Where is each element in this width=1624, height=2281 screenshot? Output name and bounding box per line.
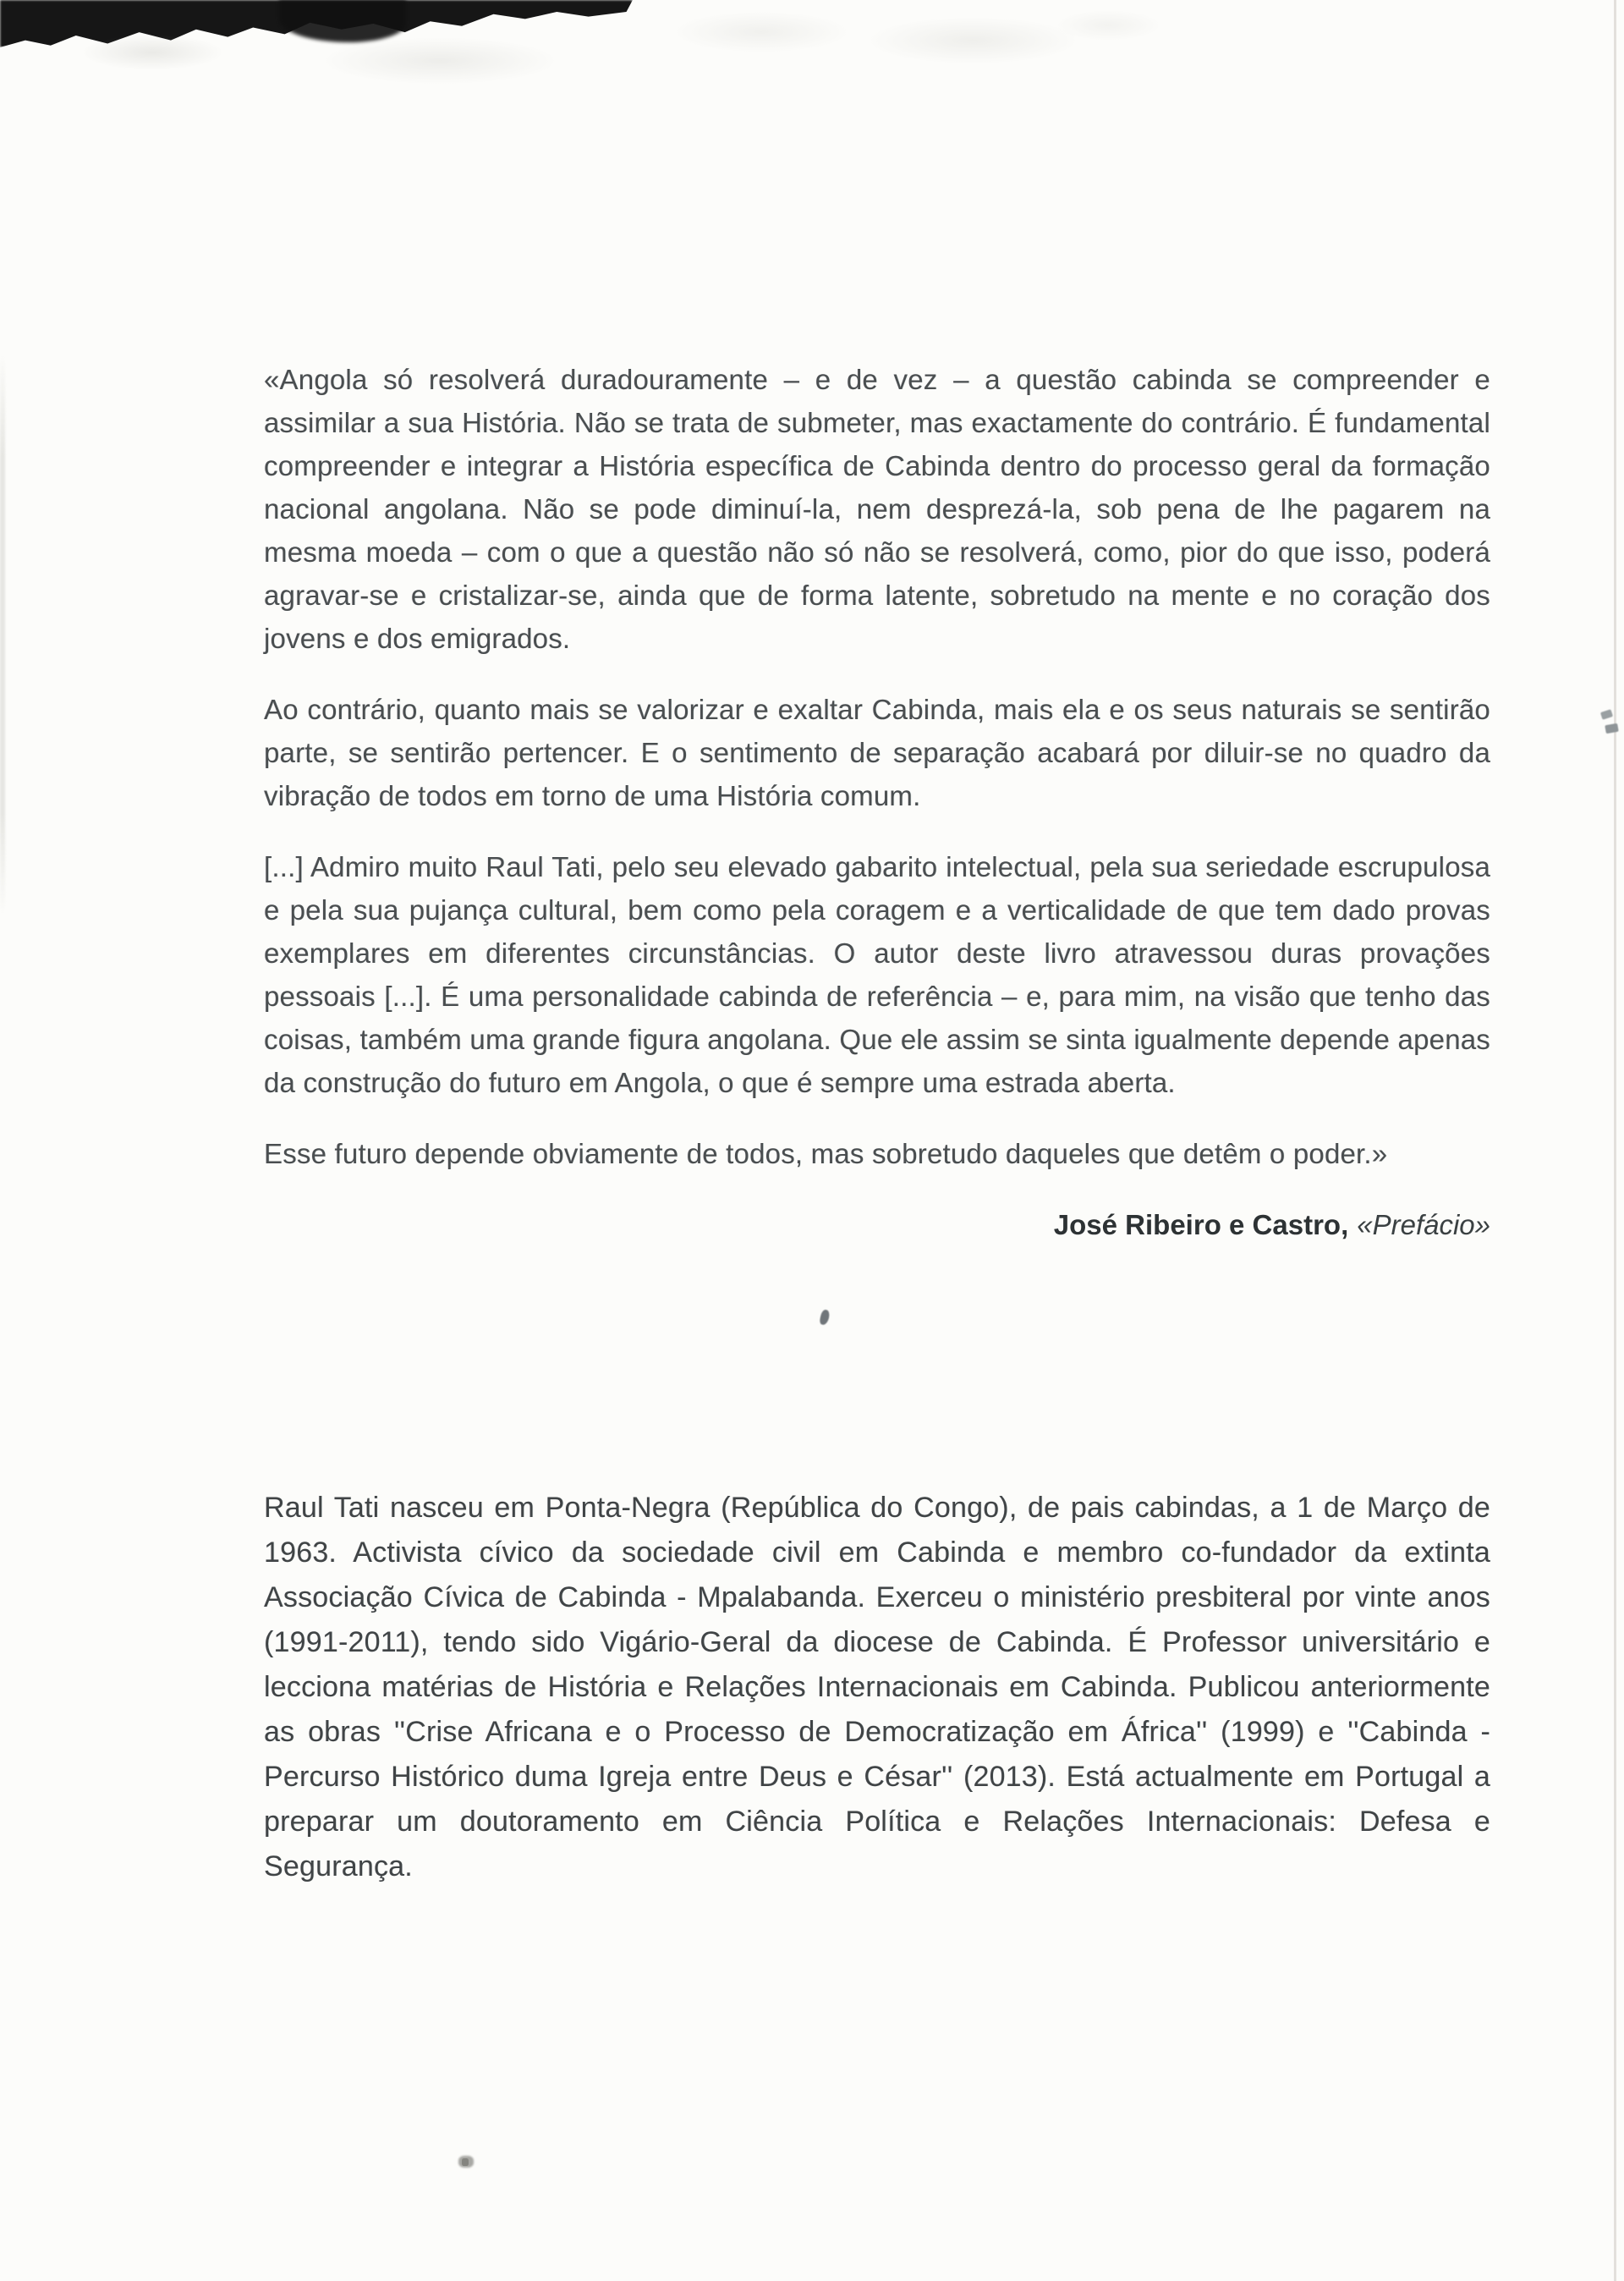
preface-quote-block xyxy=(264,358,1490,1246)
quote-paragraph-1: «Angola só resolverá duradouramente – e de vez – a questão cabinda se compreender e assimilar a sua História. Não se trata de submeter, mas exactamente do contrário. É fundamental compreender e integrar a História específica de Cabinda dentro do processo geral da formação nacional angolana. Não se pode diminuí-la, nem desprezá-la, sob pena de lhe pagarem na mesma moeda – com o que a questão não só não se resolverá, como, pior do que isso, poderá agravar-se e cristalizar-se, ainda que de forma latente, sobretudo na mente e no coração dos jovens e dos emigrados. xyxy=(264,364,1490,654)
bottom-page-speck xyxy=(458,2156,474,2168)
quote-paragraph-2: Ao contrário, quanto mais se valorizar e exaltar Cabinda, mais ela e os seus naturais se sentirão parte, se sentirão pertencer. E o sentimento de separação acabará por diluir-se no quadro da vibração de todos em torno de uma História comum. xyxy=(264,694,1490,811)
right-edge-scan-line xyxy=(1614,0,1616,2281)
attribution-author: José Ribeiro e Castro, xyxy=(1053,1209,1349,1240)
author-biography: Raul Tati nasceu em Ponta-Negra (República do Congo), de pais cabindas, a 1 de Março de 1963. Activista cívico da sociedade civil em Cabinda e membro co-fundador da extinta Associação Cívica de Cabinda - Mpalabanda. Exerceu o ministério presbiteral por vinte anos (1991-2011), tendo sido Vigário-Geral da diocese de Cabinda. É Professor universitário e lecciona matérias de História e Relações Internacionais em Cabinda. Publicou anteriormente as obras ''Crise Africana e o Processo de Democratização em África'' (1999) e ''Cabinda - Percurso Histórico duma Igreja entre Deus e César'' (2013). Está actualmente em Portugal a preparar um doutoramento em Ciência Política e Relações Internacionais: Defesa e Segurança. xyxy=(264,1492,1490,1883)
top-edge-black-scan-artifact xyxy=(0,0,633,47)
right-edge-speck-2 xyxy=(1605,723,1619,734)
attribution-work-title: «Prefácio» xyxy=(1357,1209,1490,1240)
right-edge-speck xyxy=(1600,709,1613,720)
quote-paragraph-3: [...] Admiro muito Raul Tati, pelo seu elevado gabarito intelectual, pela sua seriedade escrupulosa e pela sua pujança cultural, bem como pela coragem e a verticalidade de que tem dado provas exemplares em diferentes circunstâncias. O autor deste livro atravessou duras provações pessoais [...]. É uma personalidade cabinda de referência – e, para mim, na visão que tenho das coisas, também uma grande figura angolana. Que ele assim se sinta igualmente depende apenas da construção do futuro em Angola, o que é sempre uma estrada aberta. xyxy=(264,851,1490,1098)
bottom-page-speck-core xyxy=(462,2158,469,2166)
top-edge-scan-noise xyxy=(0,0,1624,93)
left-edge-shade xyxy=(0,355,5,914)
top-edge-black-blob xyxy=(279,0,406,42)
quote-paragraph-4: Esse futuro depende obviamente de todos, mas sobretudo daqueles que detêm o poder.» xyxy=(264,1138,1388,1169)
quote-attribution xyxy=(264,1203,1490,1246)
mid-page-speck xyxy=(819,1309,831,1326)
